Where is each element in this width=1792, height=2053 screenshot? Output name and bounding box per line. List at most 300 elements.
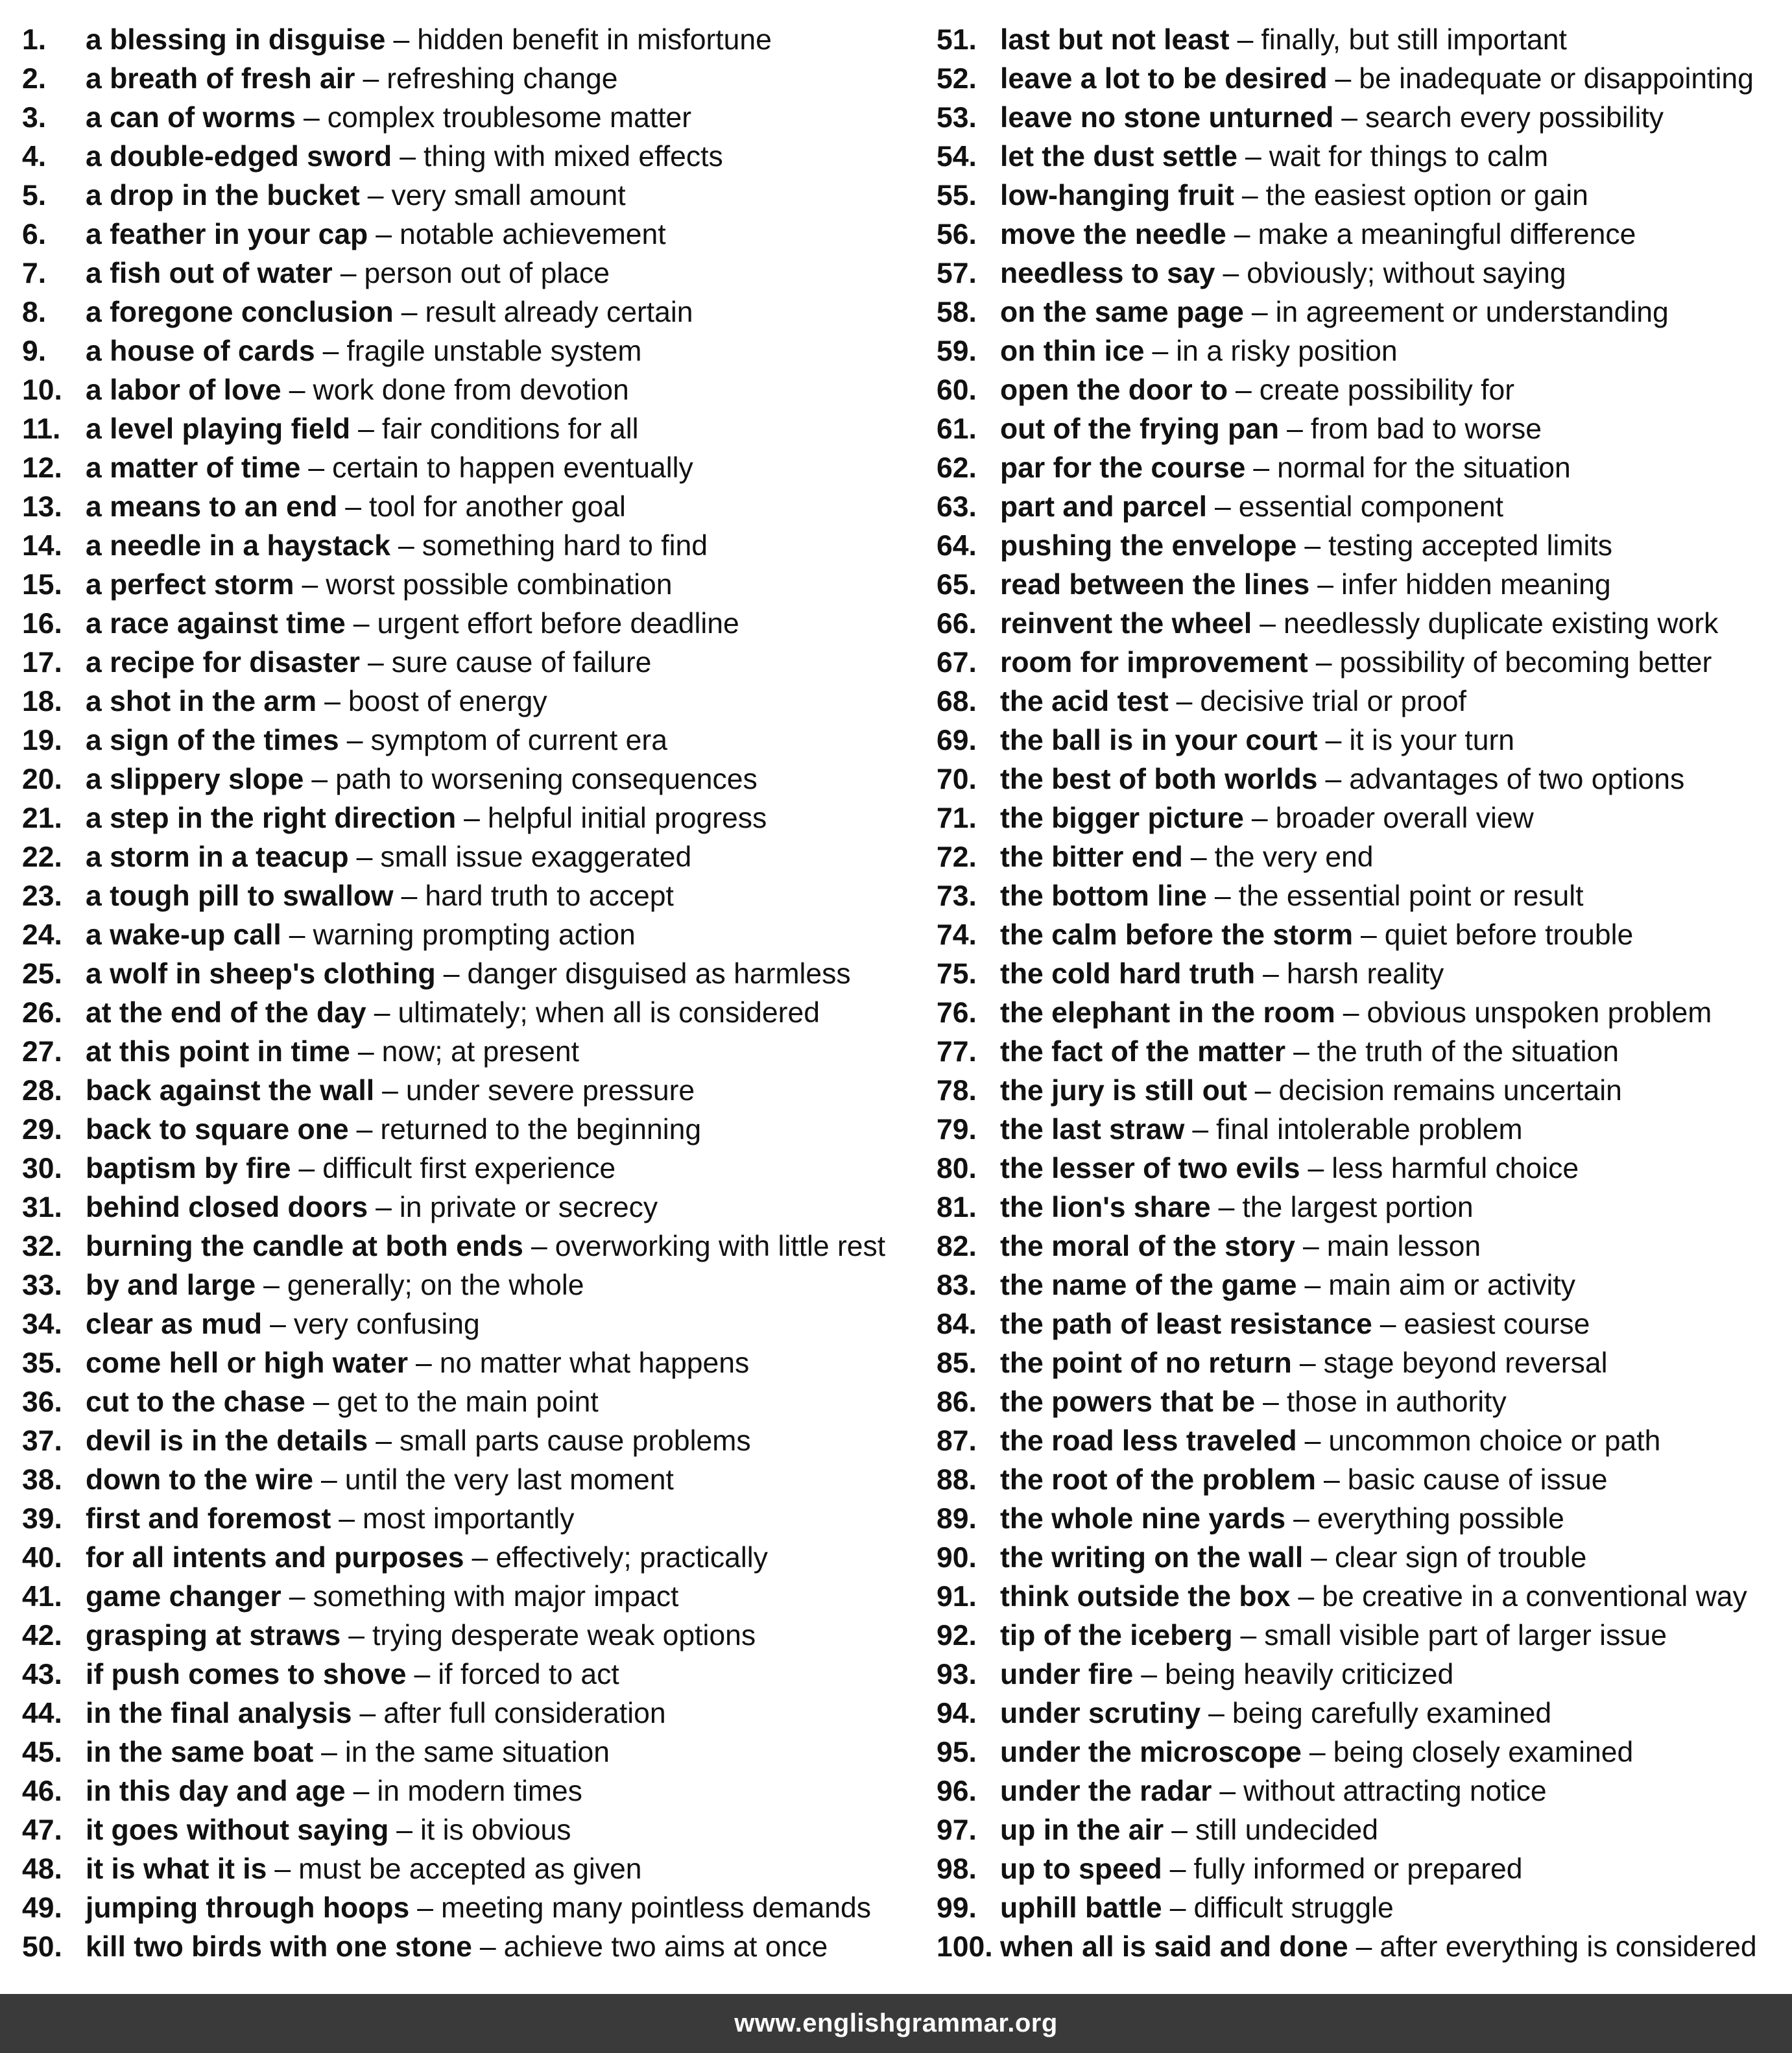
idiom-entry [937, 1305, 1786, 1344]
idiom-phrase: when all is said and done [1000, 1931, 1348, 1963]
entry-number: 41. [22, 1581, 62, 1613]
idiom-meaning: it is obvious [420, 1814, 571, 1846]
entry-number: 63. [937, 491, 977, 523]
idiom-entry [937, 1344, 1786, 1383]
idiom-meaning: less harmful choice [1332, 1153, 1579, 1184]
idiom-phrase: the cold hard truth [1000, 958, 1256, 990]
idiom-entry [937, 643, 1786, 682]
entry-number: 31. [22, 1192, 62, 1223]
idiom-entry [22, 371, 917, 410]
idiom-phrase: a house of cards [86, 335, 315, 367]
idiom-phrase: up in the air [1000, 1814, 1164, 1846]
idiom-phrase: game changer [86, 1581, 281, 1613]
idiom-meaning: now; at present [381, 1036, 579, 1068]
dash-separator: – [1237, 24, 1254, 56]
idiom-phrase: by and large [86, 1269, 256, 1301]
idiom-entry [937, 877, 1786, 916]
entry-number: 100. [937, 1931, 993, 1963]
idiom-entry [937, 994, 1786, 1033]
entry-number: 93. [937, 1659, 977, 1690]
idiom-entry [937, 1539, 1786, 1578]
idiom-meaning: being carefully examined [1232, 1698, 1552, 1729]
dash-separator: – [367, 647, 384, 678]
idiom-meaning: infer hidden meaning [1341, 569, 1611, 601]
idiom-meaning: the truth of the situation [1317, 1036, 1619, 1068]
dash-separator: – [1324, 1464, 1340, 1496]
idiom-meaning: essential component [1238, 491, 1503, 523]
dash-separator: – [1141, 1659, 1157, 1690]
idiom-entry [937, 60, 1786, 99]
idiom-phrase: first and foremost [86, 1503, 331, 1535]
idiom-entry [22, 1578, 917, 1616]
entry-number: 37. [22, 1425, 62, 1457]
dash-separator: – [313, 1386, 329, 1418]
idiom-phrase: a level playing field [86, 413, 351, 445]
idiom-entry [937, 1227, 1786, 1266]
idiom-entry [937, 410, 1786, 449]
idiom-meaning: refreshing change [387, 63, 618, 95]
idiom-entry [22, 1344, 917, 1383]
idiom-phrase: a matter of time [86, 452, 301, 484]
dash-separator: – [359, 1698, 376, 1729]
idiom-entry [937, 799, 1786, 838]
idiom-meaning: worst possible combination [326, 569, 673, 601]
idiom-phrase: under scrutiny [1000, 1698, 1201, 1729]
entry-number: 88. [937, 1464, 977, 1496]
dash-separator: – [443, 958, 460, 990]
idiom-entry [937, 138, 1786, 176]
dash-separator: – [382, 1075, 398, 1107]
dash-separator: – [1308, 1153, 1324, 1184]
dash-separator: – [1254, 1075, 1271, 1107]
idiom-phrase: a fish out of water [86, 258, 333, 289]
idiom-meaning: quiet before trouble [1384, 919, 1634, 951]
idiom-meaning: small parts cause problems [400, 1425, 751, 1457]
idiom-meaning: main lesson [1326, 1231, 1481, 1262]
idiom-phrase: part and parcel [1000, 491, 1208, 523]
entry-number: 34. [22, 1308, 62, 1340]
idiom-entry [22, 60, 917, 99]
idiom-meaning: stage beyond reversal [1323, 1347, 1608, 1379]
entry-number: 9. [22, 335, 47, 367]
entry-number: 52. [937, 63, 977, 95]
dash-separator: – [353, 608, 370, 640]
idiom-phrase: par for the course [1000, 452, 1246, 484]
entry-number: 39. [22, 1503, 62, 1535]
dash-separator: – [340, 258, 357, 289]
entry-number: 76. [937, 997, 977, 1029]
idiom-phrase: the best of both worlds [1000, 763, 1318, 795]
dash-separator: – [357, 1036, 374, 1068]
idiom-meaning: no matter what happens [439, 1347, 750, 1379]
idiom-phrase: the root of the problem [1000, 1464, 1317, 1496]
dash-separator: – [298, 1153, 315, 1184]
idiom-meaning: most importantly [363, 1503, 575, 1535]
idiom-entry [937, 1889, 1786, 1928]
entry-number: 30. [22, 1153, 62, 1184]
idiom-meaning: in private or secrecy [399, 1192, 658, 1223]
idiom-phrase: a step in the right direction [86, 802, 457, 834]
entry-number: 26. [22, 997, 62, 1029]
idiom-meaning: being heavily criticized [1164, 1659, 1454, 1690]
idiom-phrase: a labor of love [86, 374, 281, 406]
idiom-entry [937, 1422, 1786, 1461]
entry-number: 67. [937, 647, 977, 678]
idiom-phrase: the jury is still out [1000, 1075, 1247, 1107]
entry-number: 3. [22, 102, 47, 134]
idiom-entry [22, 1889, 917, 1928]
dash-separator: – [1241, 180, 1258, 211]
idiom-entry [22, 449, 917, 488]
idiom-phrase: read between the lines [1000, 569, 1310, 601]
idiom-phrase: the writing on the wall [1000, 1542, 1304, 1574]
idiom-entry [22, 1500, 917, 1539]
idiom-entry [22, 1149, 917, 1188]
idiom-meaning: trying desperate weak options [372, 1620, 756, 1651]
idiom-meaning: ultimately; when all is considered [398, 997, 820, 1029]
idiom-phrase: a drop in the bucket [86, 180, 360, 211]
dash-separator: – [1315, 647, 1332, 678]
dash-separator: – [1298, 1581, 1315, 1613]
idiom-entry [22, 1928, 917, 1967]
idiom-meaning: must be accepted as given [298, 1853, 642, 1885]
idiom-meaning: main aim or activity [1328, 1269, 1576, 1301]
entry-number: 71. [937, 802, 977, 834]
idiom-entry [22, 955, 917, 994]
idiom-column-right [937, 21, 1786, 1967]
dash-separator: – [1176, 686, 1193, 717]
idiom-phrase: under fire [1000, 1659, 1134, 1690]
idiom-meaning: be creative in a conventional way [1322, 1581, 1747, 1613]
entry-number: 8. [22, 296, 47, 328]
dash-separator: – [358, 413, 374, 445]
entry-number: 54. [937, 141, 977, 173]
idiom-meaning: without attracting notice [1243, 1775, 1547, 1807]
dash-separator: – [376, 1192, 392, 1223]
entry-number: 15. [22, 569, 62, 601]
idiom-phrase: back against the wall [86, 1075, 375, 1107]
dash-separator: – [1287, 413, 1303, 445]
idiom-entry [937, 1072, 1786, 1111]
idiom-entry [22, 605, 917, 643]
idiom-entry [937, 1266, 1786, 1305]
idiom-phrase: at this point in time [86, 1036, 350, 1068]
dash-separator: – [398, 530, 414, 562]
dash-separator: – [339, 1503, 355, 1535]
idiom-phrase: reinvent the wheel [1000, 608, 1252, 640]
idiom-meaning: urgent effort before deadline [377, 608, 739, 640]
dash-separator: – [1223, 258, 1239, 289]
entry-number: 7. [22, 258, 47, 289]
entry-number: 69. [937, 725, 977, 756]
idiom-phrase: out of the frying pan [1000, 413, 1280, 445]
idiom-meaning: boost of energy [348, 686, 547, 717]
idiom-entry [937, 566, 1786, 605]
idiom-meaning: finally, but still important [1261, 24, 1567, 56]
entry-number: 28. [22, 1075, 62, 1107]
entry-number: 53. [937, 102, 977, 134]
idiom-phrase: under the microscope [1000, 1736, 1302, 1768]
idiom-meaning: make a meaningful difference [1258, 219, 1636, 250]
entry-number: 89. [937, 1503, 977, 1535]
idiom-meaning: tool for another goal [369, 491, 626, 523]
idiom-entry [22, 994, 917, 1033]
entry-number: 77. [937, 1036, 977, 1068]
idiom-meaning: after everything is considered [1380, 1931, 1757, 1963]
idiom-phrase: a shot in the arm [86, 686, 317, 717]
idiom-meaning: everything possible [1317, 1503, 1564, 1535]
dash-separator: – [376, 219, 392, 250]
dash-separator: – [1309, 1736, 1326, 1768]
entry-number: 44. [22, 1698, 62, 1729]
idiom-entry [22, 643, 917, 682]
dash-separator: – [1245, 141, 1261, 173]
dash-separator: – [1304, 530, 1321, 562]
dash-separator: – [531, 1231, 547, 1262]
dash-separator: – [274, 1853, 291, 1885]
idiom-meaning: harsh reality [1286, 958, 1444, 990]
entry-number: 32. [22, 1231, 62, 1262]
idiom-meaning: achieve two aims at once [503, 1931, 828, 1963]
dash-separator: – [308, 452, 325, 484]
idiom-meaning: after full consideration [383, 1698, 666, 1729]
dash-separator: – [416, 1347, 432, 1379]
idiom-phrase: the elephant in the room [1000, 997, 1335, 1029]
idiom-meaning: basic cause of issue [1347, 1464, 1608, 1496]
idiom-phrase: clear as mud [86, 1308, 263, 1340]
idiom-meaning: very confusing [293, 1308, 480, 1340]
idiom-meaning: under severe pressure [405, 1075, 695, 1107]
dash-separator: – [1317, 569, 1334, 601]
dash-separator: – [1356, 1931, 1372, 1963]
dash-separator: – [472, 1542, 488, 1574]
entry-number: 14. [22, 530, 62, 562]
idiom-entry [22, 916, 917, 955]
idiom-phrase: the path of least resistance [1000, 1308, 1372, 1340]
idiom-meaning: possibility of becoming better [1339, 647, 1712, 678]
idiom-entry [937, 1149, 1786, 1188]
idiom-entry [22, 1383, 917, 1422]
idiom-phrase: behind closed doors [86, 1192, 368, 1223]
idiom-phrase: on the same page [1000, 296, 1244, 328]
idiom-entry [22, 138, 917, 176]
idiom-meaning: the essential point or result [1238, 880, 1584, 912]
idiom-meaning: those in authority [1286, 1386, 1507, 1418]
idiom-meaning: small issue exaggerated [380, 841, 692, 873]
idiom-entry [22, 1266, 917, 1305]
entry-number: 78. [937, 1075, 977, 1107]
idiom-phrase: for all intents and purposes [86, 1542, 464, 1574]
dash-separator: – [321, 1464, 337, 1496]
dash-separator: – [1169, 1853, 1186, 1885]
dash-separator: – [321, 1736, 337, 1768]
entry-number: 65. [937, 569, 977, 601]
dash-separator: – [1311, 1542, 1327, 1574]
idiom-phrase: pushing the envelope [1000, 530, 1297, 562]
idiom-entry [22, 682, 917, 721]
idiom-meaning: being closely examined [1333, 1736, 1634, 1768]
idiom-meaning: the easiest option or gain [1265, 180, 1588, 211]
idiom-phrase: a tough pill to swallow [86, 880, 394, 912]
idiom-entry [937, 838, 1786, 877]
entry-number: 43. [22, 1659, 62, 1690]
entry-number: 99. [937, 1892, 977, 1924]
idiom-phrase: devil is in the details [86, 1425, 368, 1457]
idiom-entry [22, 21, 917, 60]
entry-number: 12. [22, 452, 62, 484]
dash-separator: – [1192, 1114, 1209, 1146]
idiom-entry [937, 449, 1786, 488]
idiom-phrase: a means to an end [86, 491, 338, 523]
idiom-phrase: up to speed [1000, 1853, 1162, 1885]
idiom-entry [937, 99, 1786, 138]
idiom-phrase: a breath of fresh air [86, 63, 355, 95]
idiom-entry [22, 799, 917, 838]
dash-separator: – [400, 141, 416, 173]
idiom-meaning: generally; on the whole [287, 1269, 584, 1301]
idiom-phrase: leave no stone unturned [1000, 102, 1334, 134]
dash-separator: – [289, 919, 305, 951]
entry-number: 58. [937, 296, 977, 328]
idiom-entry [22, 877, 917, 916]
idiom-phrase: back to square one [86, 1114, 349, 1146]
idiom-phrase: down to the wire [86, 1464, 314, 1496]
idiom-phrase: the lion's share [1000, 1192, 1211, 1223]
idiom-entry [22, 1422, 917, 1461]
idiom-phrase: cut to the chase [86, 1386, 305, 1418]
idiom-meaning: certain to happen eventually [332, 452, 693, 484]
idiom-entry [22, 760, 917, 799]
entry-number: 17. [22, 647, 62, 678]
dash-separator: – [367, 180, 384, 211]
dash-separator: – [1219, 1775, 1236, 1807]
idiom-phrase: uphill battle [1000, 1892, 1162, 1924]
entry-number: 87. [937, 1425, 977, 1457]
entry-number: 24. [22, 919, 62, 951]
idiom-phrase: the bottom line [1000, 880, 1207, 912]
dash-separator: – [1260, 608, 1276, 640]
dash-separator: – [356, 1114, 373, 1146]
idiom-meaning: testing accepted limits [1328, 530, 1612, 562]
dash-separator: – [414, 1659, 431, 1690]
entry-number: 13. [22, 491, 62, 523]
idiom-entry [937, 1850, 1786, 1889]
entry-number: 64. [937, 530, 977, 562]
idiom-entry [937, 1461, 1786, 1500]
dash-separator: – [1218, 1192, 1235, 1223]
idiom-meaning: overworking with little rest [555, 1231, 886, 1262]
entry-number: 20. [22, 763, 62, 795]
idiom-meaning: returned to the beginning [380, 1114, 702, 1146]
dash-separator: – [1251, 296, 1268, 328]
idiom-meaning: thing with mixed effects [423, 141, 723, 173]
idiom-entry [22, 1655, 917, 1694]
entry-number: 5. [22, 180, 47, 211]
dash-separator: – [376, 1425, 392, 1457]
idiom-phrase: a race against time [86, 608, 346, 640]
dash-separator: – [1263, 1386, 1279, 1418]
idiom-entry [22, 721, 917, 760]
entry-number: 22. [22, 841, 62, 873]
idiom-phrase: a storm in a teacup [86, 841, 349, 873]
idiom-phrase: a blessing in disguise [86, 24, 386, 56]
idiom-phrase: leave a lot to be desired [1000, 63, 1328, 95]
entry-number: 86. [937, 1386, 977, 1418]
dash-separator: – [1293, 1036, 1309, 1068]
idiom-entry [22, 99, 917, 138]
idiom-meaning: until the very last moment [344, 1464, 674, 1496]
idiom-phrase: the whole nine yards [1000, 1503, 1286, 1535]
entry-number: 79. [937, 1114, 977, 1146]
entry-number: 94. [937, 1698, 977, 1729]
idiom-entry [937, 527, 1786, 566]
idiom-meaning: meeting many pointless demands [441, 1892, 871, 1924]
idiom-phrase: a can of worms [86, 102, 296, 134]
dash-separator: – [1214, 880, 1231, 912]
idiom-entry [22, 1539, 917, 1578]
idiom-phrase: on thin ice [1000, 335, 1145, 367]
entry-number: 84. [937, 1308, 977, 1340]
idiom-meaning: in modern times [377, 1775, 582, 1807]
idiom-meaning: hidden benefit in misfortune [417, 24, 772, 56]
idiom-meaning: small visible part of larger issue [1264, 1620, 1667, 1651]
idiom-entry [937, 916, 1786, 955]
dash-separator: – [1190, 841, 1207, 873]
entry-number: 74. [937, 919, 977, 951]
idiom-entry [22, 1305, 917, 1344]
idiom-meaning: still undecided [1195, 1814, 1378, 1846]
dash-separator: – [1240, 1620, 1257, 1651]
dash-separator: – [1335, 63, 1352, 95]
dash-separator: – [302, 569, 318, 601]
idiom-entry [22, 1850, 917, 1889]
dash-separator: – [1236, 374, 1252, 406]
idiom-entry [937, 293, 1786, 332]
footer-url[interactable]: www.englishgrammar.org [734, 2009, 1058, 2037]
idiom-phrase: the road less traveled [1000, 1425, 1297, 1457]
entry-number: 45. [22, 1736, 62, 1768]
idiom-meaning: effectively; practically [496, 1542, 768, 1574]
idiom-entry [937, 1694, 1786, 1733]
dash-separator: – [353, 1775, 370, 1807]
idiom-meaning: very small amount [391, 180, 626, 211]
entry-number: 60. [937, 374, 977, 406]
idiom-entry [937, 1616, 1786, 1655]
idiom-meaning: notable achievement [400, 219, 666, 250]
idiom-meaning: clear sign of trouble [1335, 1542, 1587, 1574]
idiom-phrase: think outside the box [1000, 1581, 1291, 1613]
dash-separator: – [363, 63, 379, 95]
idiom-entry [22, 176, 917, 215]
entry-number: 11. [22, 413, 61, 445]
entry-number: 33. [22, 1269, 62, 1301]
dash-separator: – [356, 841, 373, 873]
dash-separator: – [263, 1269, 280, 1301]
idiom-entry [937, 488, 1786, 527]
idiom-phrase: a recipe for disaster [86, 647, 360, 678]
entry-number: 27. [22, 1036, 62, 1068]
idiom-entry [22, 1188, 917, 1227]
idiom-phrase: at the end of the day [86, 997, 366, 1029]
entry-number: 61. [937, 413, 977, 445]
idiom-meaning: warning prompting action [313, 919, 636, 951]
idiom-meaning: in the same situation [344, 1736, 610, 1768]
idiom-entry [22, 566, 917, 605]
idiom-phrase: a feather in your cap [86, 219, 368, 250]
idiom-phrase: the powers that be [1000, 1386, 1256, 1418]
entry-number: 85. [937, 1347, 977, 1379]
idiom-entry [937, 605, 1786, 643]
